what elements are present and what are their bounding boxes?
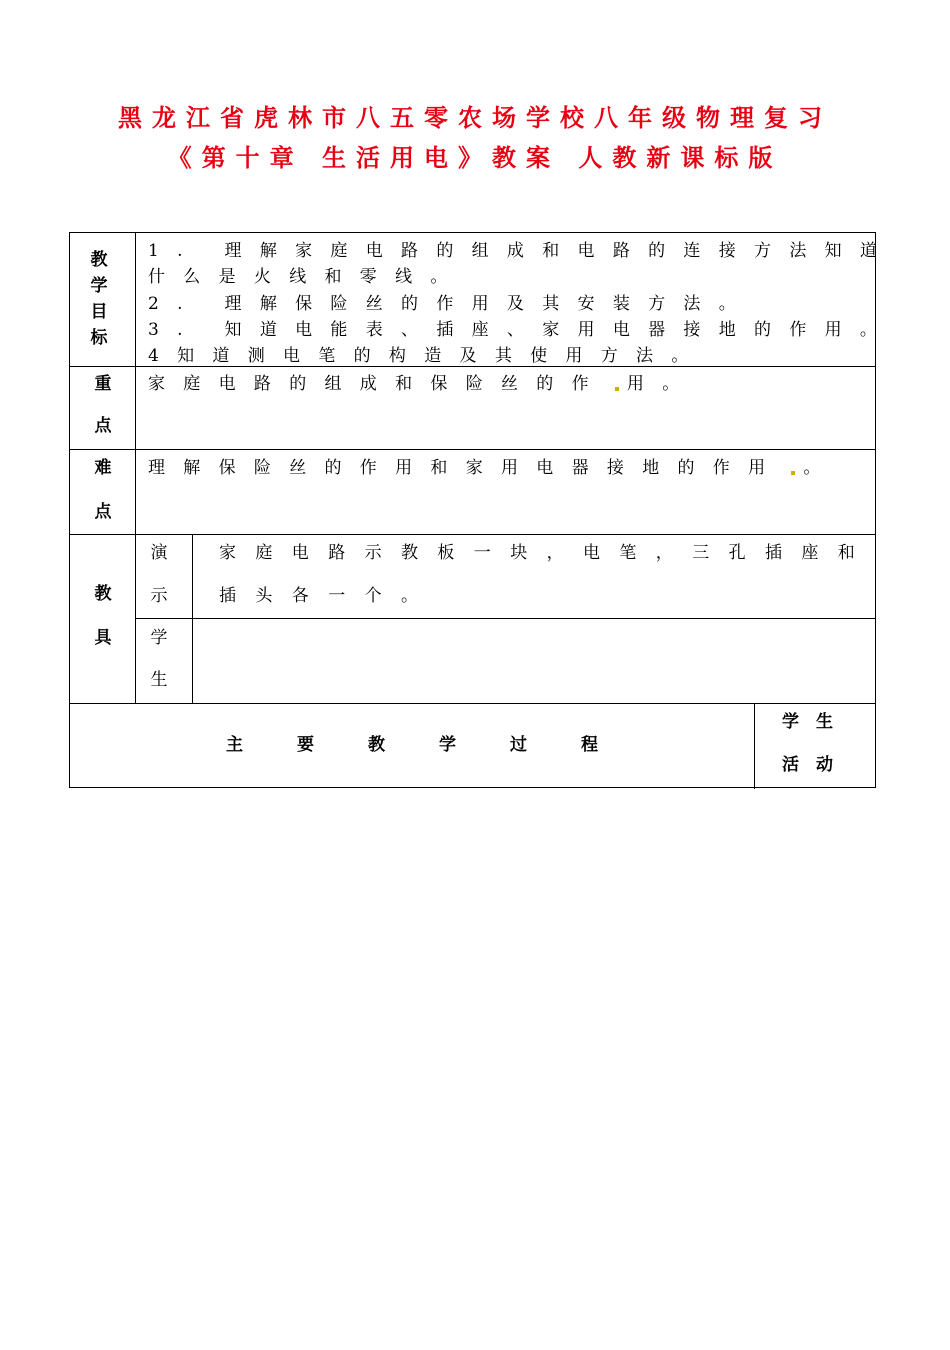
column-divider — [754, 703, 755, 789]
key-point-label-bottom: 点 — [94, 416, 112, 436]
objective-line-2: 什么是火线和零线。 — [148, 267, 466, 287]
student-label-top: 学 — [150, 628, 168, 648]
row-divider — [135, 618, 876, 619]
objective-line-5: 4知道测电笔的构造及其使用方法。 — [148, 346, 707, 366]
student-activity-line1: 学生 — [782, 712, 850, 732]
process-header-char: 教 — [368, 735, 385, 755]
student-activity-line2: 活动 — [782, 755, 850, 775]
column-divider — [135, 233, 136, 703]
demo-text-line1: 家庭电路示教板一块，电笔，三孔插座和 — [219, 543, 875, 563]
key-point-label-top: 重 — [94, 374, 112, 394]
column-divider — [192, 534, 193, 703]
row-divider — [70, 366, 876, 367]
tools-label-top: 教 — [94, 584, 112, 604]
process-header-char: 过 — [510, 735, 527, 755]
objective-line-3: 2. 理解保险丝的作用及其安装方法。 — [148, 294, 755, 314]
process-header-char: 学 — [439, 735, 456, 755]
objective-line-4: 3. 知道电能表、插座、家用电器接地的作用。 — [148, 320, 896, 340]
student-label-bottom: 生 — [150, 670, 168, 690]
demo-text-line2: 插头各一个。 — [219, 586, 438, 606]
key-point-text-before: 家庭电路的组成和保险丝的作 — [148, 374, 607, 394]
difficulty-label-bottom: 点 — [94, 502, 112, 522]
difficulty-text — [148, 453, 839, 478]
process-header-char: 程 — [581, 735, 598, 755]
document-title-line2: 《第十章 生活用电》教案 人教新课标版 — [167, 144, 783, 172]
row-divider — [70, 703, 876, 704]
demo-label-top: 演 — [150, 543, 168, 563]
document-title-line1: 黑龙江省虎林市八五零农场学校八年级物理复习 — [118, 104, 832, 132]
key-point-text-after: 用。 — [626, 374, 698, 394]
objectives-label: 教学目标 — [90, 250, 108, 348]
highlight-dot — [615, 387, 619, 391]
lesson-plan-table — [69, 232, 896, 788]
highlight-dot — [791, 471, 795, 475]
difficulty-label-top: 难 — [94, 458, 112, 478]
difficulty-text-after: 。 — [803, 458, 839, 478]
row-divider — [70, 534, 876, 535]
key-point-text — [148, 369, 698, 394]
tools-label-bottom: 具 — [94, 628, 112, 648]
demo-label-bottom: 示 — [150, 586, 168, 606]
process-header-char: 要 — [297, 735, 314, 755]
process-header-char: 主 — [226, 735, 243, 755]
row-divider — [70, 449, 876, 450]
difficulty-text-before: 理解保险丝的作用和家用电器接地的作用 — [148, 458, 784, 478]
objective-line-1: 1. 理解家庭电路的组成和电路的连接方法知道 — [148, 241, 896, 261]
